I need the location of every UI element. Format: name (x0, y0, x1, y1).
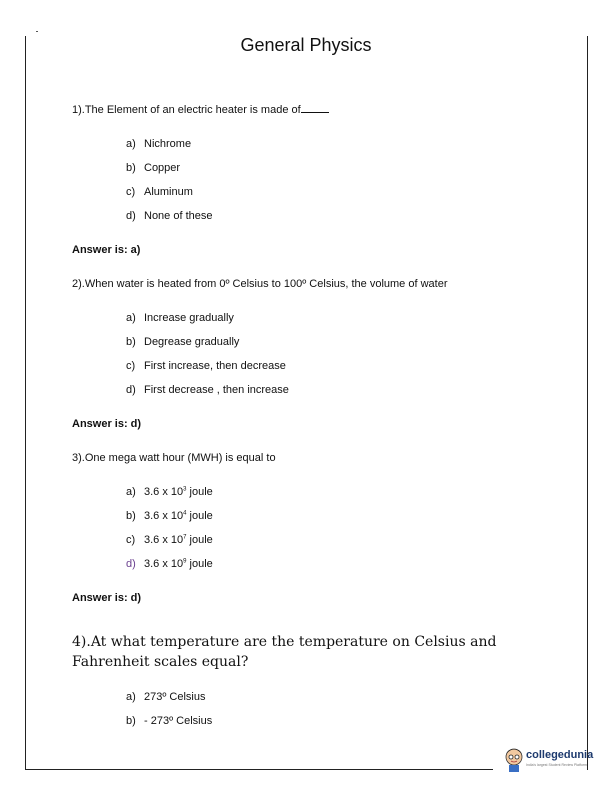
corner-mark (36, 31, 38, 32)
q1-option-a: a) Nichrome (126, 138, 192, 150)
answer-blank (301, 104, 329, 113)
q2-option-b: b) Degrease gradually (126, 336, 240, 348)
q4-option-b: b) - 273º Celsius (126, 715, 213, 727)
q3-option-a: a) 3.6 x $10^3$ joule (126, 486, 213, 498)
q2-option-c: c) First increase, then decrease (126, 360, 286, 372)
question-3: 3).One mega watt hour (MWH) is equal to (72, 452, 276, 464)
q1-option-b: b) Copper (126, 162, 181, 174)
mascot-icon (503, 745, 525, 773)
question-2: 2).When water is heated from 0º Celsius to 100º Celsius, the volume of water (72, 278, 448, 290)
q2-option-a: a) Increase gradually (126, 312, 234, 324)
q3-option-c: c) 3.6 x $10^7$ joule (126, 534, 213, 546)
collegedunia-logo (503, 745, 603, 775)
q4-option-a: a) 273º Celsius (126, 691, 206, 703)
q3-answer: Answer is: d) (72, 592, 142, 604)
page-border-bottom (25, 769, 493, 770)
q3-option-d: d) 3.6 x $10^9$ joule (126, 558, 213, 570)
q2-option-d: d) First decrease , then increase (126, 384, 289, 396)
q1-option-c: c) Aluminum (126, 186, 193, 198)
question-4: 4).At what temperature are the temperature on Celsius and Fahrenheit scales equal? (72, 634, 497, 670)
logo-name: collegedunia (526, 749, 594, 761)
page-border-left (25, 36, 26, 770)
q2-answer: Answer is: d) (72, 418, 142, 430)
q1-option-d: d) None of these (126, 210, 213, 222)
question-1: 1).The Element of an electric heater is made of (72, 104, 329, 116)
page-border-right (587, 36, 588, 770)
q3-option-b: b) 3.6 x $10^4$ joule (126, 510, 213, 522)
q1-answer: Answer is: a) (72, 244, 141, 256)
page-title: General Physics (240, 35, 372, 55)
logo-tagline: India's largest Student Review Platform (526, 763, 587, 767)
